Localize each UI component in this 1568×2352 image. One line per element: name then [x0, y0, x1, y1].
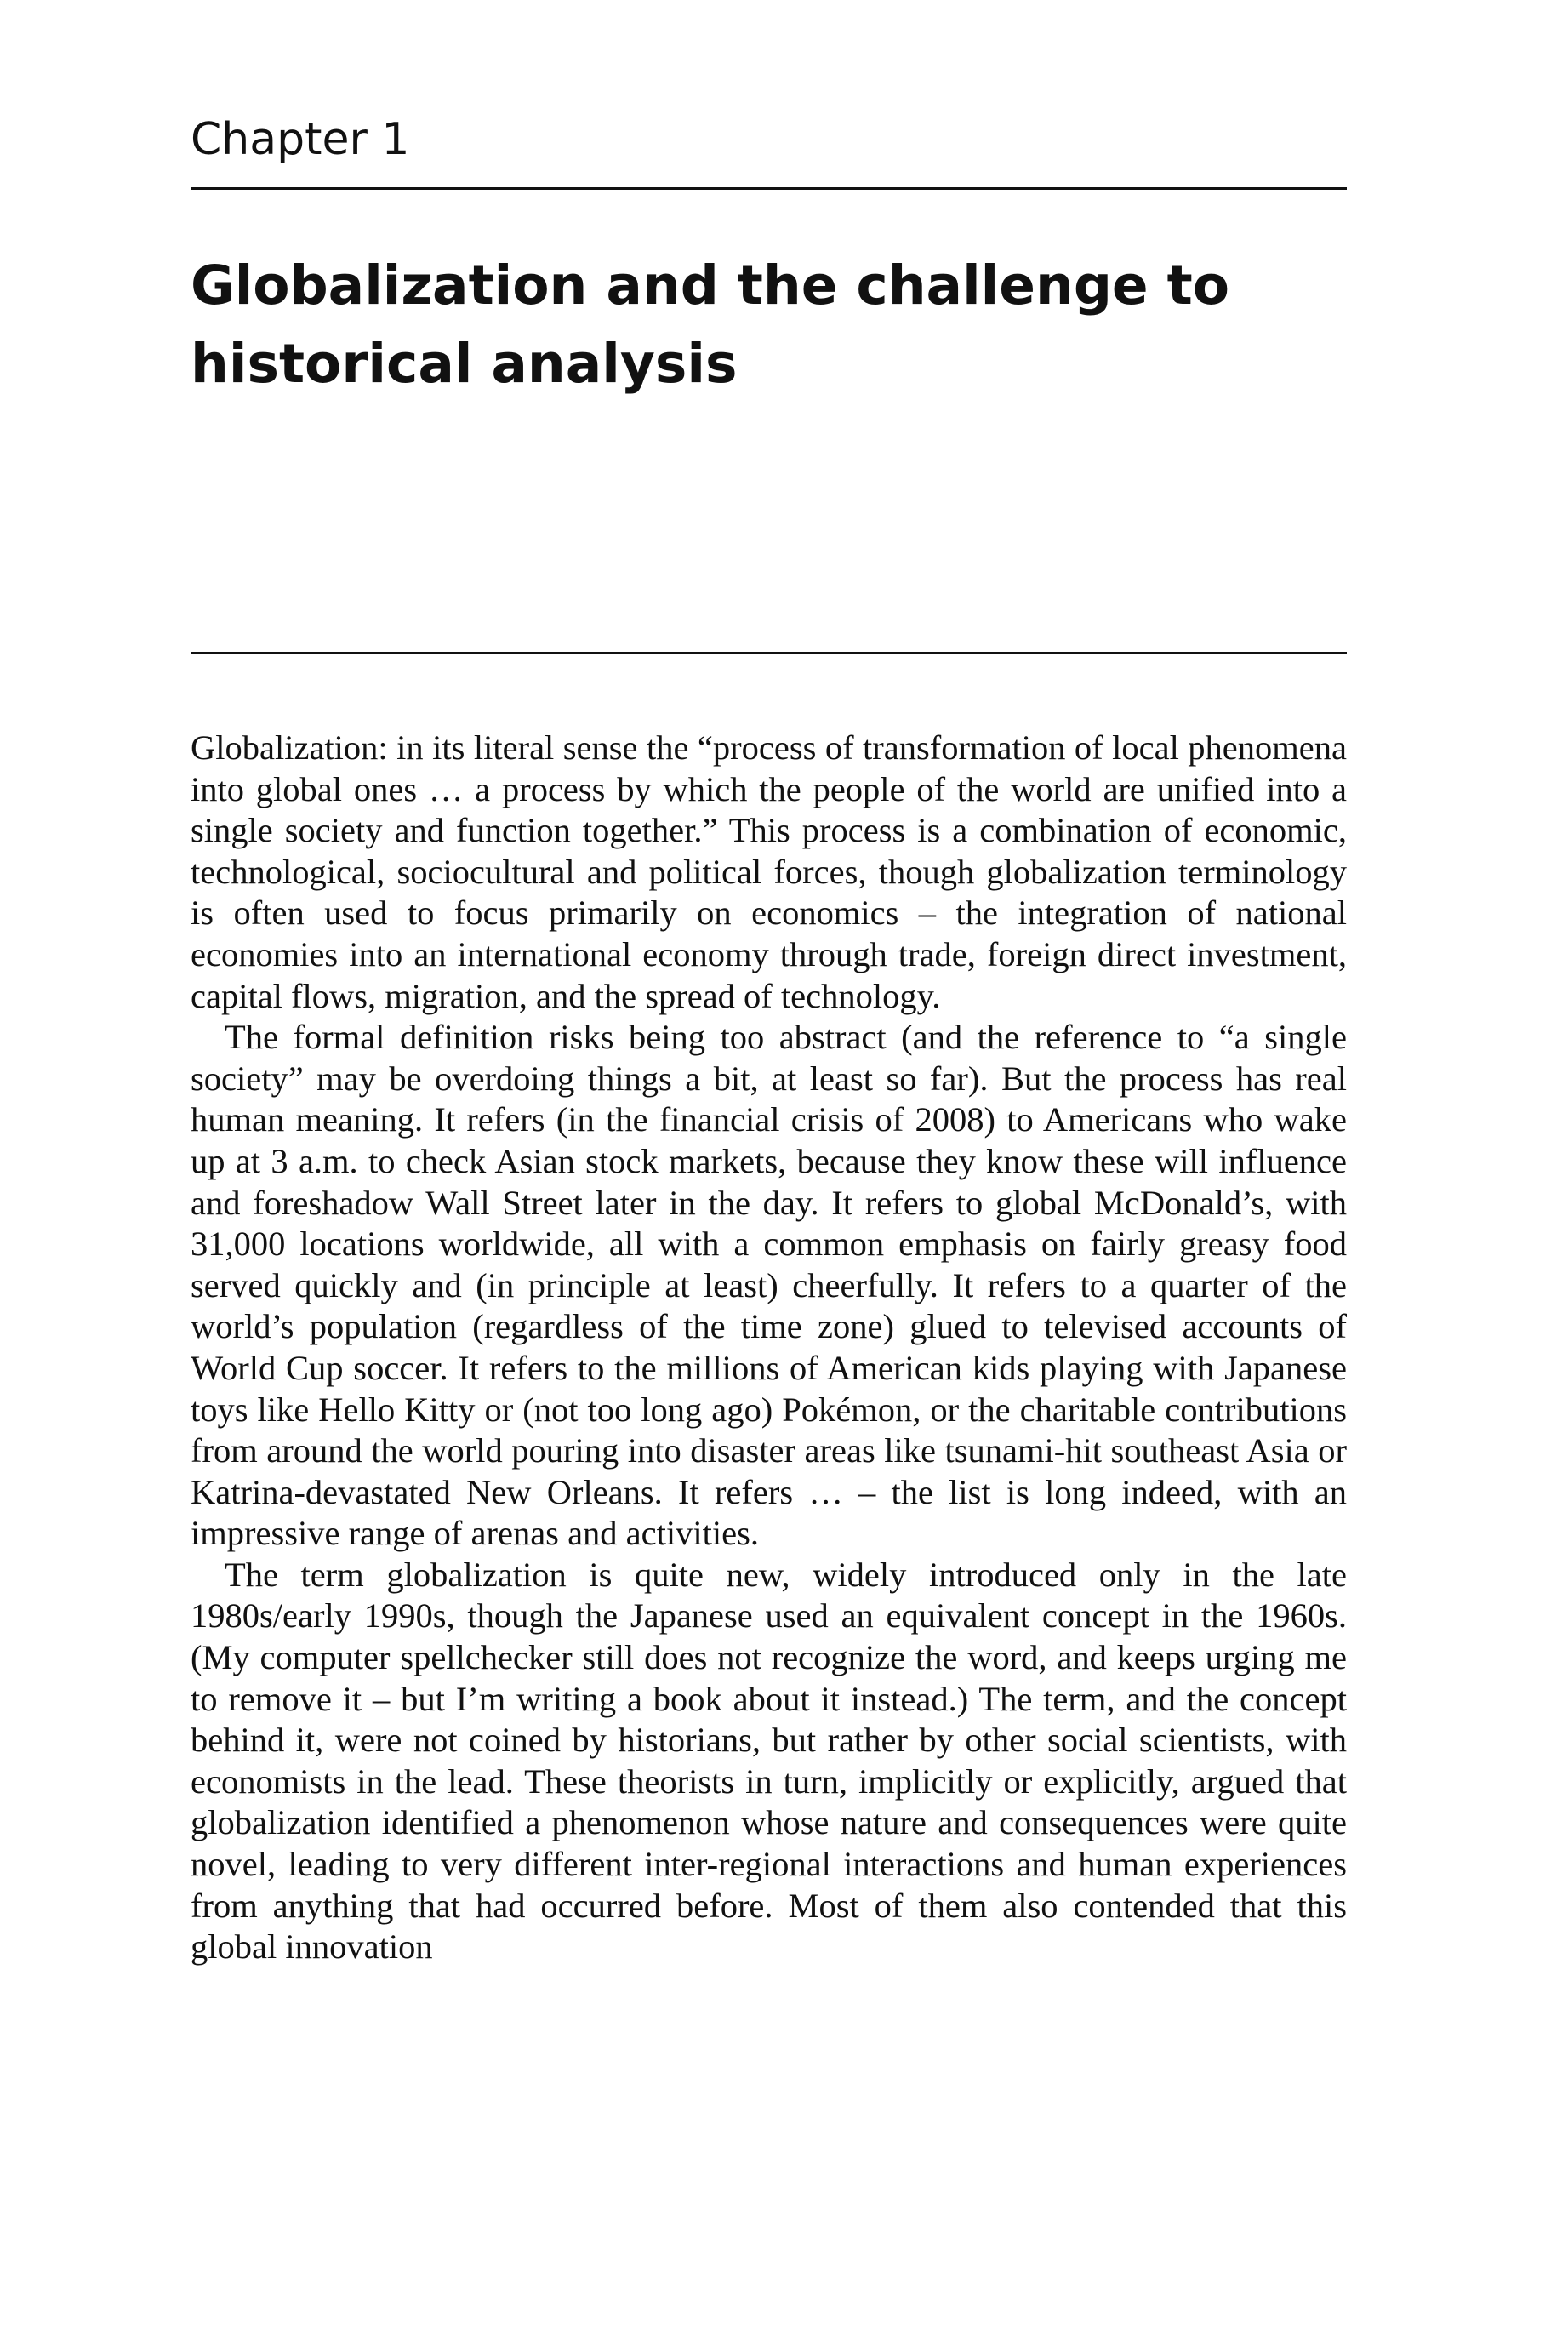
- chapter-title: Globalization and the challenge to historical analysis: [191, 254, 1229, 395]
- paragraph-2: The formal definition risks being too abstract (and the reference to “a single society” may be overdoing things a bit, at least so far). But the process has real human meaning. It refers (in the financial crisis of 2008) to Americans who wake up at 3 a.m. to check Asian stock markets, because they know these will influence and foreshadow Wall Street later in the day. It refers to global McDonald’s, with 31,000 locations worldwide, all with a common emphasis on fairly greasy food served quickly and (in principle at least) cheerfully. It refers to a quarter of the world’s population (regardless of the time zone) glued to televised accounts of World Cup soccer. It refers to the millions of American kids playing with Japanese toys like Hello Kitty or (not too long ago) Pokémon, or the charitable contributions from around the world pouring into disaster areas like tsunami-hit southeast Asia or Katrina-devastated New Orleans. It refers … – the list is long indeed, with an impressive range of arenas and activities.: [191, 1018, 1347, 1553]
- chapter-label: Chapter 1: [191, 114, 410, 165]
- chapter-top-rule: [191, 187, 1347, 190]
- chapter-header-bottom-rule: [191, 652, 1347, 654]
- paragraph-1: Globalization: in its literal sense the “process of transformation of local phenomena into global ones … a process by which the people of the world are unified into a single society and function together.” This process is a combination of economic, technological, sociocultural and political forces, though globalization terminology is often used to focus primarily on economics – the integration of national economies into an international economy through trade, foreign direct investment, capital flows, migration, and the spread of technology.: [191, 728, 1347, 1015]
- paragraph-3: The term globalization is quite new, widely introduced only in the late 1980s/early 1990s, though the Japanese used an equivalent concept in the 1960s. (My computer spellchecker still does not recognize the word, and keeps urging me to remove it – but I’m writing a book about it instead.) The term, and the concept behind it, were not coined by historians, but rather by other social scientists, with economists in the lead. These theorists in turn, implicitly or explicitly, argued that globalization identified a phenomenon whose nature and consequences were quite novel, leading to very different inter-regional interactions and human experiences from anything that had occurred before. Most of them also contended that this global innovation: [191, 1555, 1347, 1967]
- body-text: [191, 728, 1347, 1968]
